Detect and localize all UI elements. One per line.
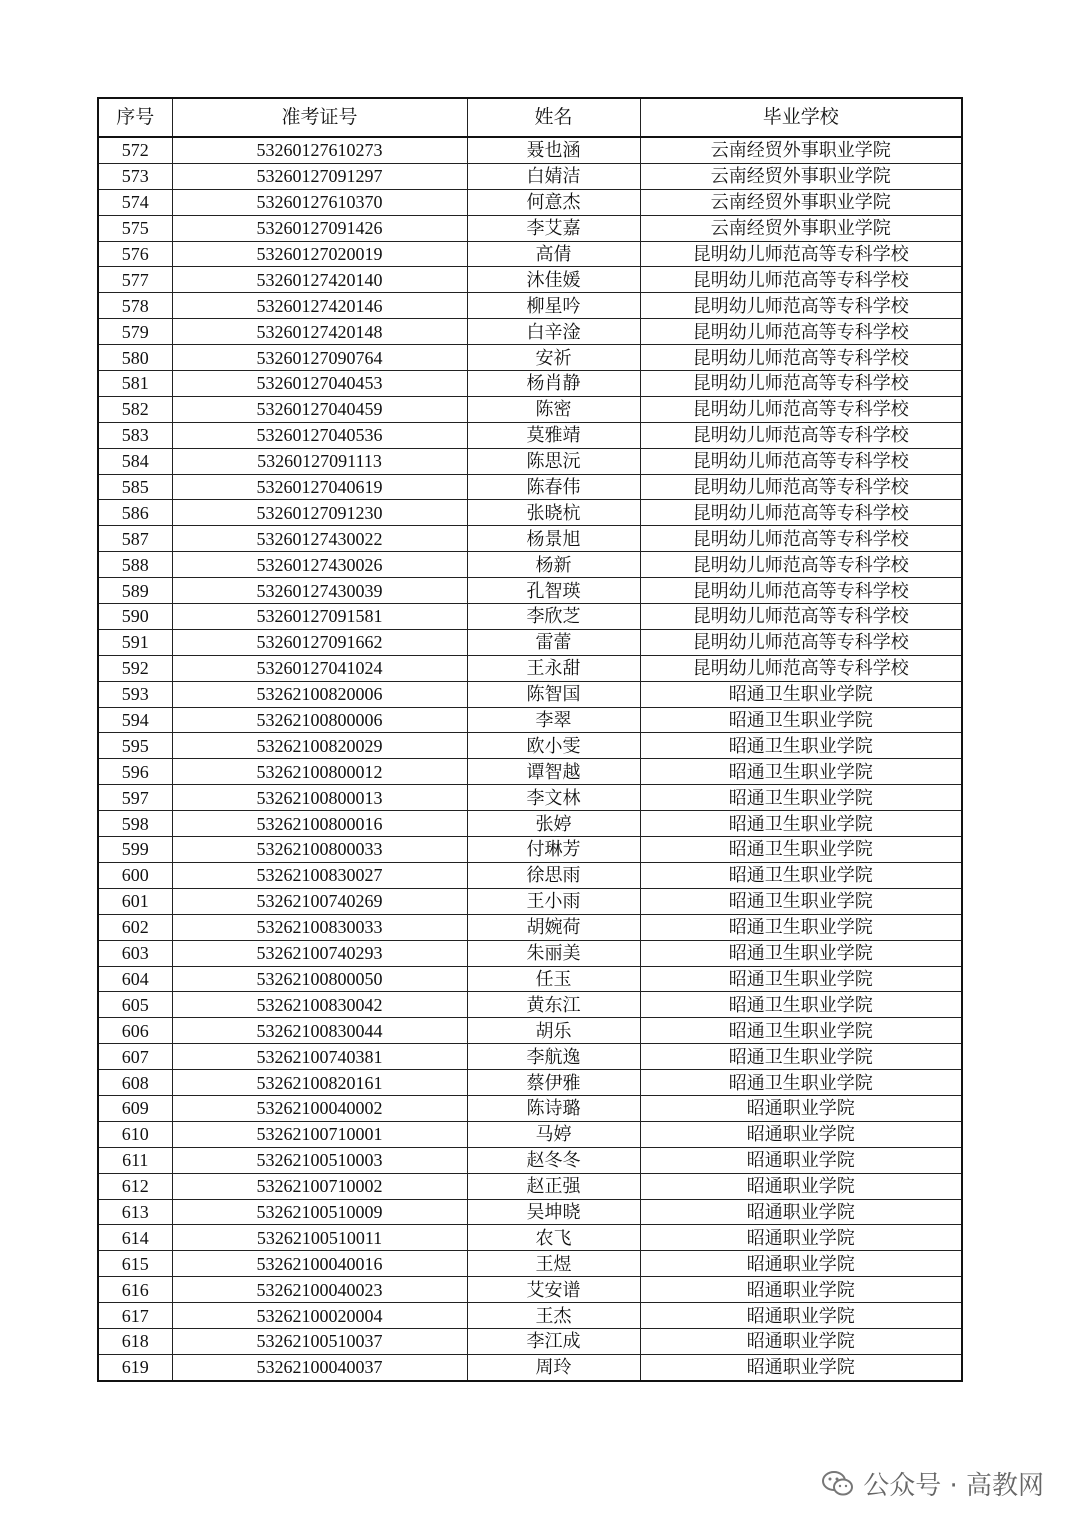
cell-school: 昭通卫生职业学院	[640, 992, 962, 1018]
table-row	[98, 1121, 962, 1147]
table-row	[98, 837, 962, 863]
cell-exam-id: 53262100800012	[172, 759, 467, 785]
table-row	[98, 1277, 962, 1303]
cell-school: 昭通卫生职业学院	[640, 1044, 962, 1070]
watermark	[821, 1465, 1044, 1502]
cell-serial-no: 579	[98, 319, 172, 345]
cell-exam-id: 53260127041024	[172, 655, 467, 681]
table-row	[98, 1173, 962, 1199]
cell-school: 昭通职业学院	[640, 1225, 962, 1251]
table-header-row	[98, 98, 962, 137]
cell-name: 李文林	[467, 785, 640, 811]
cell-name: 马婷	[467, 1121, 640, 1147]
cell-exam-id: 53262100510009	[172, 1199, 467, 1225]
cell-exam-id: 53260127610370	[172, 189, 467, 215]
cell-exam-id: 53262100020004	[172, 1303, 467, 1329]
table-row	[98, 992, 962, 1018]
cell-serial-no: 616	[98, 1277, 172, 1303]
cell-school: 昆明幼儿师范高等专科学校	[640, 345, 962, 371]
cell-exam-id: 53262100040023	[172, 1277, 467, 1303]
cell-exam-id: 53262100510037	[172, 1328, 467, 1354]
table-row	[98, 137, 962, 163]
table-row	[98, 1044, 962, 1070]
cell-exam-id: 53262100830044	[172, 1018, 467, 1044]
cell-exam-id: 53262100800016	[172, 811, 467, 837]
cell-name: 李翠	[467, 707, 640, 733]
cell-school: 昭通卫生职业学院	[640, 811, 962, 837]
cell-name: 莫雅靖	[467, 422, 640, 448]
cell-school: 昭通卫生职业学院	[640, 914, 962, 940]
cell-school: 昭通职业学院	[640, 1121, 962, 1147]
cell-serial-no: 597	[98, 785, 172, 811]
cell-name: 赵正强	[467, 1173, 640, 1199]
cell-serial-no: 608	[98, 1070, 172, 1096]
cell-exam-id: 53262100710002	[172, 1173, 467, 1199]
cell-school: 云南经贸外事职业学院	[640, 189, 962, 215]
cell-serial-no: 575	[98, 215, 172, 241]
cell-school: 云南经贸外事职业学院	[640, 215, 962, 241]
cell-serial-no: 577	[98, 267, 172, 293]
cell-serial-no: 604	[98, 966, 172, 992]
cell-school: 昆明幼儿师范高等专科学校	[640, 604, 962, 630]
cell-school: 昆明幼儿师范高等专科学校	[640, 500, 962, 526]
cell-serial-no: 590	[98, 604, 172, 630]
cell-exam-id: 53262100800013	[172, 785, 467, 811]
table-row	[98, 888, 962, 914]
cell-school: 昆明幼儿师范高等专科学校	[640, 293, 962, 319]
cell-school: 昆明幼儿师范高等专科学校	[640, 526, 962, 552]
cell-school: 昭通卫生职业学院	[640, 759, 962, 785]
table-row	[98, 862, 962, 888]
cell-school: 昭通卫生职业学院	[640, 940, 962, 966]
cell-serial-no: 603	[98, 940, 172, 966]
table-row	[98, 526, 962, 552]
cell-exam-id: 53260127091581	[172, 604, 467, 630]
table-row	[98, 1354, 962, 1380]
admission-list-table	[97, 97, 963, 1382]
table-row	[98, 1095, 962, 1121]
table-row	[98, 500, 962, 526]
cell-name: 李航逸	[467, 1044, 640, 1070]
table-row	[98, 215, 962, 241]
cell-exam-id: 53260127430039	[172, 578, 467, 604]
cell-exam-id: 53260127420146	[172, 293, 467, 319]
cell-name: 陈春伟	[467, 474, 640, 500]
cell-school: 昭通职业学院	[640, 1173, 962, 1199]
table-row	[98, 552, 962, 578]
cell-school: 昆明幼儿师范高等专科学校	[640, 396, 962, 422]
cell-name: 安祈	[467, 345, 640, 371]
table-row	[98, 319, 962, 345]
cell-serial-no: 589	[98, 578, 172, 604]
cell-exam-id: 53262100740381	[172, 1044, 467, 1070]
cell-serial-no: 609	[98, 1095, 172, 1121]
table-row	[98, 474, 962, 500]
cell-name: 王杰	[467, 1303, 640, 1329]
cell-serial-no: 593	[98, 681, 172, 707]
table-row	[98, 1303, 962, 1329]
cell-name: 柳星吟	[467, 293, 640, 319]
cell-school: 昭通职业学院	[640, 1199, 962, 1225]
cell-school: 昭通卫生职业学院	[640, 707, 962, 733]
cell-school: 昭通卫生职业学院	[640, 1018, 962, 1044]
cell-name: 欧小雯	[467, 733, 640, 759]
cell-exam-id: 53262100820161	[172, 1070, 467, 1096]
table-row	[98, 655, 962, 681]
cell-school: 昆明幼儿师范高等专科学校	[640, 267, 962, 293]
table-row	[98, 914, 962, 940]
header-serial-no: 序号	[98, 98, 172, 137]
cell-exam-id: 53262100510003	[172, 1147, 467, 1173]
cell-school: 昆明幼儿师范高等专科学校	[640, 578, 962, 604]
table-row	[98, 681, 962, 707]
table-row	[98, 189, 962, 215]
table-row	[98, 1199, 962, 1225]
table-row	[98, 733, 962, 759]
table-row	[98, 448, 962, 474]
cell-serial-no: 588	[98, 552, 172, 578]
cell-school: 昭通职业学院	[640, 1303, 962, 1329]
cell-serial-no: 617	[98, 1303, 172, 1329]
table-row	[98, 1018, 962, 1044]
cell-school: 昆明幼儿师范高等专科学校	[640, 448, 962, 474]
wechat-icon	[821, 1469, 855, 1499]
table-row	[98, 811, 962, 837]
cell-serial-no: 610	[98, 1121, 172, 1147]
cell-exam-id: 53260127091113	[172, 448, 467, 474]
table-row	[98, 1251, 962, 1277]
cell-name: 白婧洁	[467, 163, 640, 189]
cell-exam-id: 53262100040016	[172, 1251, 467, 1277]
cell-exam-id: 53262100040002	[172, 1095, 467, 1121]
header-exam-id: 准考证号	[172, 98, 467, 137]
cell-name: 高倩	[467, 241, 640, 267]
cell-serial-no: 614	[98, 1225, 172, 1251]
table-row	[98, 1070, 962, 1096]
cell-exam-id: 53262100510011	[172, 1225, 467, 1251]
cell-school: 昭通卫生职业学院	[640, 1070, 962, 1096]
cell-name: 陈思沅	[467, 448, 640, 474]
cell-name: 谭智越	[467, 759, 640, 785]
cell-school: 昭通卫生职业学院	[640, 966, 962, 992]
cell-serial-no: 580	[98, 345, 172, 371]
cell-school: 昭通卫生职业学院	[640, 888, 962, 914]
cell-exam-id: 53260127091426	[172, 215, 467, 241]
cell-name: 白辛淦	[467, 319, 640, 345]
cell-exam-id: 53260127040459	[172, 396, 467, 422]
cell-exam-id: 53260127020019	[172, 241, 467, 267]
cell-serial-no: 581	[98, 371, 172, 397]
cell-exam-id: 53260127420140	[172, 267, 467, 293]
cell-school: 昆明幼儿师范高等专科学校	[640, 552, 962, 578]
table-row	[98, 241, 962, 267]
cell-name: 聂也涵	[467, 137, 640, 163]
cell-exam-id: 53262100800033	[172, 837, 467, 863]
table-row	[98, 371, 962, 397]
cell-school: 昆明幼儿师范高等专科学校	[640, 655, 962, 681]
cell-exam-id: 53262100820029	[172, 733, 467, 759]
cell-serial-no: 612	[98, 1173, 172, 1199]
cell-exam-id: 53260127091662	[172, 629, 467, 655]
cell-serial-no: 600	[98, 862, 172, 888]
cell-exam-id: 53260127091230	[172, 500, 467, 526]
cell-name: 杨景旭	[467, 526, 640, 552]
cell-serial-no: 583	[98, 422, 172, 448]
cell-exam-id: 53260127040536	[172, 422, 467, 448]
cell-name: 雷蕾	[467, 629, 640, 655]
cell-exam-id: 53262100710001	[172, 1121, 467, 1147]
table-row	[98, 293, 962, 319]
table-row	[98, 396, 962, 422]
cell-exam-id: 53260127430022	[172, 526, 467, 552]
cell-serial-no: 586	[98, 500, 172, 526]
cell-school: 昭通卫生职业学院	[640, 785, 962, 811]
cell-name: 张婷	[467, 811, 640, 837]
cell-exam-id: 53260127430026	[172, 552, 467, 578]
cell-school: 昭通职业学院	[640, 1354, 962, 1380]
watermark-text: 公众号 · 高教网	[863, 1471, 1044, 1501]
cell-school: 昭通职业学院	[640, 1277, 962, 1303]
cell-serial-no: 578	[98, 293, 172, 319]
cell-serial-no: 572	[98, 137, 172, 163]
cell-school: 昭通卫生职业学院	[640, 837, 962, 863]
cell-exam-id: 53262100800050	[172, 966, 467, 992]
cell-school: 昆明幼儿师范高等专科学校	[640, 241, 962, 267]
cell-name: 陈密	[467, 396, 640, 422]
cell-name: 张晓杭	[467, 500, 640, 526]
cell-name: 吴坤晓	[467, 1199, 640, 1225]
table-row	[98, 345, 962, 371]
table-row	[98, 966, 962, 992]
cell-serial-no: 618	[98, 1328, 172, 1354]
cell-serial-no: 596	[98, 759, 172, 785]
header-name: 姓名	[467, 98, 640, 137]
cell-name: 杨肖静	[467, 371, 640, 397]
cell-serial-no: 601	[98, 888, 172, 914]
cell-exam-id: 53262100040037	[172, 1354, 467, 1380]
cell-name: 陈诗璐	[467, 1095, 640, 1121]
cell-serial-no: 584	[98, 448, 172, 474]
cell-serial-no: 607	[98, 1044, 172, 1070]
cell-name: 赵冬冬	[467, 1147, 640, 1173]
cell-school: 昭通职业学院	[640, 1328, 962, 1354]
cell-exam-id: 53262100830033	[172, 914, 467, 940]
cell-school: 昆明幼儿师范高等专科学校	[640, 371, 962, 397]
cell-school: 云南经贸外事职业学院	[640, 137, 962, 163]
table-row	[98, 1225, 962, 1251]
cell-exam-id: 53260127040453	[172, 371, 467, 397]
table-row	[98, 422, 962, 448]
table-row	[98, 707, 962, 733]
table-row	[98, 785, 962, 811]
cell-serial-no: 613	[98, 1199, 172, 1225]
cell-name: 黄东江	[467, 992, 640, 1018]
cell-serial-no: 606	[98, 1018, 172, 1044]
cell-school: 昆明幼儿师范高等专科学校	[640, 422, 962, 448]
cell-school: 昭通职业学院	[640, 1251, 962, 1277]
cell-serial-no: 573	[98, 163, 172, 189]
cell-name: 李欣芝	[467, 604, 640, 630]
cell-serial-no: 619	[98, 1354, 172, 1380]
cell-school: 昭通卫生职业学院	[640, 862, 962, 888]
cell-name: 周玲	[467, 1354, 640, 1380]
cell-name: 陈智国	[467, 681, 640, 707]
cell-serial-no: 598	[98, 811, 172, 837]
cell-serial-no: 611	[98, 1147, 172, 1173]
cell-exam-id: 53262100740293	[172, 940, 467, 966]
cell-name: 王小雨	[467, 888, 640, 914]
cell-serial-no: 587	[98, 526, 172, 552]
cell-name: 任玉	[467, 966, 640, 992]
cell-name: 孔智瑛	[467, 578, 640, 604]
table-row	[98, 163, 962, 189]
cell-exam-id: 53262100800006	[172, 707, 467, 733]
cell-name: 李江成	[467, 1328, 640, 1354]
cell-school: 昭通职业学院	[640, 1095, 962, 1121]
cell-serial-no: 574	[98, 189, 172, 215]
cell-name: 蔡伊雅	[467, 1070, 640, 1096]
cell-name: 王煜	[467, 1251, 640, 1277]
cell-name: 杨新	[467, 552, 640, 578]
cell-school: 昭通职业学院	[640, 1147, 962, 1173]
cell-serial-no: 602	[98, 914, 172, 940]
table-row	[98, 629, 962, 655]
cell-exam-id: 53260127040619	[172, 474, 467, 500]
cell-school: 云南经贸外事职业学院	[640, 163, 962, 189]
cell-exam-id: 53260127091297	[172, 163, 467, 189]
cell-exam-id: 53262100830027	[172, 862, 467, 888]
cell-exam-id: 53260127610273	[172, 137, 467, 163]
cell-exam-id: 53260127090764	[172, 345, 467, 371]
cell-name: 朱丽美	[467, 940, 640, 966]
cell-serial-no: 576	[98, 241, 172, 267]
cell-school: 昭通卫生职业学院	[640, 733, 962, 759]
cell-name: 胡乐	[467, 1018, 640, 1044]
cell-name: 何意杰	[467, 189, 640, 215]
cell-name: 胡婉荷	[467, 914, 640, 940]
table-row	[98, 759, 962, 785]
cell-name: 沐佳媛	[467, 267, 640, 293]
cell-exam-id: 53260127420148	[172, 319, 467, 345]
cell-name: 徐思雨	[467, 862, 640, 888]
cell-serial-no: 595	[98, 733, 172, 759]
cell-serial-no: 592	[98, 655, 172, 681]
cell-serial-no: 582	[98, 396, 172, 422]
table-row	[98, 267, 962, 293]
cell-name: 王永甜	[467, 655, 640, 681]
cell-exam-id: 53262100830042	[172, 992, 467, 1018]
table-body	[98, 137, 962, 1381]
cell-name: 李艾嘉	[467, 215, 640, 241]
cell-exam-id: 53262100740269	[172, 888, 467, 914]
header-school: 毕业学校	[640, 98, 962, 137]
table-row	[98, 1147, 962, 1173]
cell-serial-no: 599	[98, 837, 172, 863]
table-row	[98, 604, 962, 630]
cell-serial-no: 615	[98, 1251, 172, 1277]
cell-serial-no: 585	[98, 474, 172, 500]
cell-serial-no: 594	[98, 707, 172, 733]
cell-school: 昭通卫生职业学院	[640, 681, 962, 707]
cell-school: 昆明幼儿师范高等专科学校	[640, 629, 962, 655]
cell-exam-id: 53262100820006	[172, 681, 467, 707]
table-row	[98, 940, 962, 966]
table-row	[98, 1328, 962, 1354]
cell-name: 付琳芳	[467, 837, 640, 863]
table-row	[98, 578, 962, 604]
cell-school: 昆明幼儿师范高等专科学校	[640, 474, 962, 500]
cell-name: 艾安谱	[467, 1277, 640, 1303]
cell-school: 昆明幼儿师范高等专科学校	[640, 319, 962, 345]
cell-name: 农飞	[467, 1225, 640, 1251]
cell-serial-no: 605	[98, 992, 172, 1018]
cell-serial-no: 591	[98, 629, 172, 655]
